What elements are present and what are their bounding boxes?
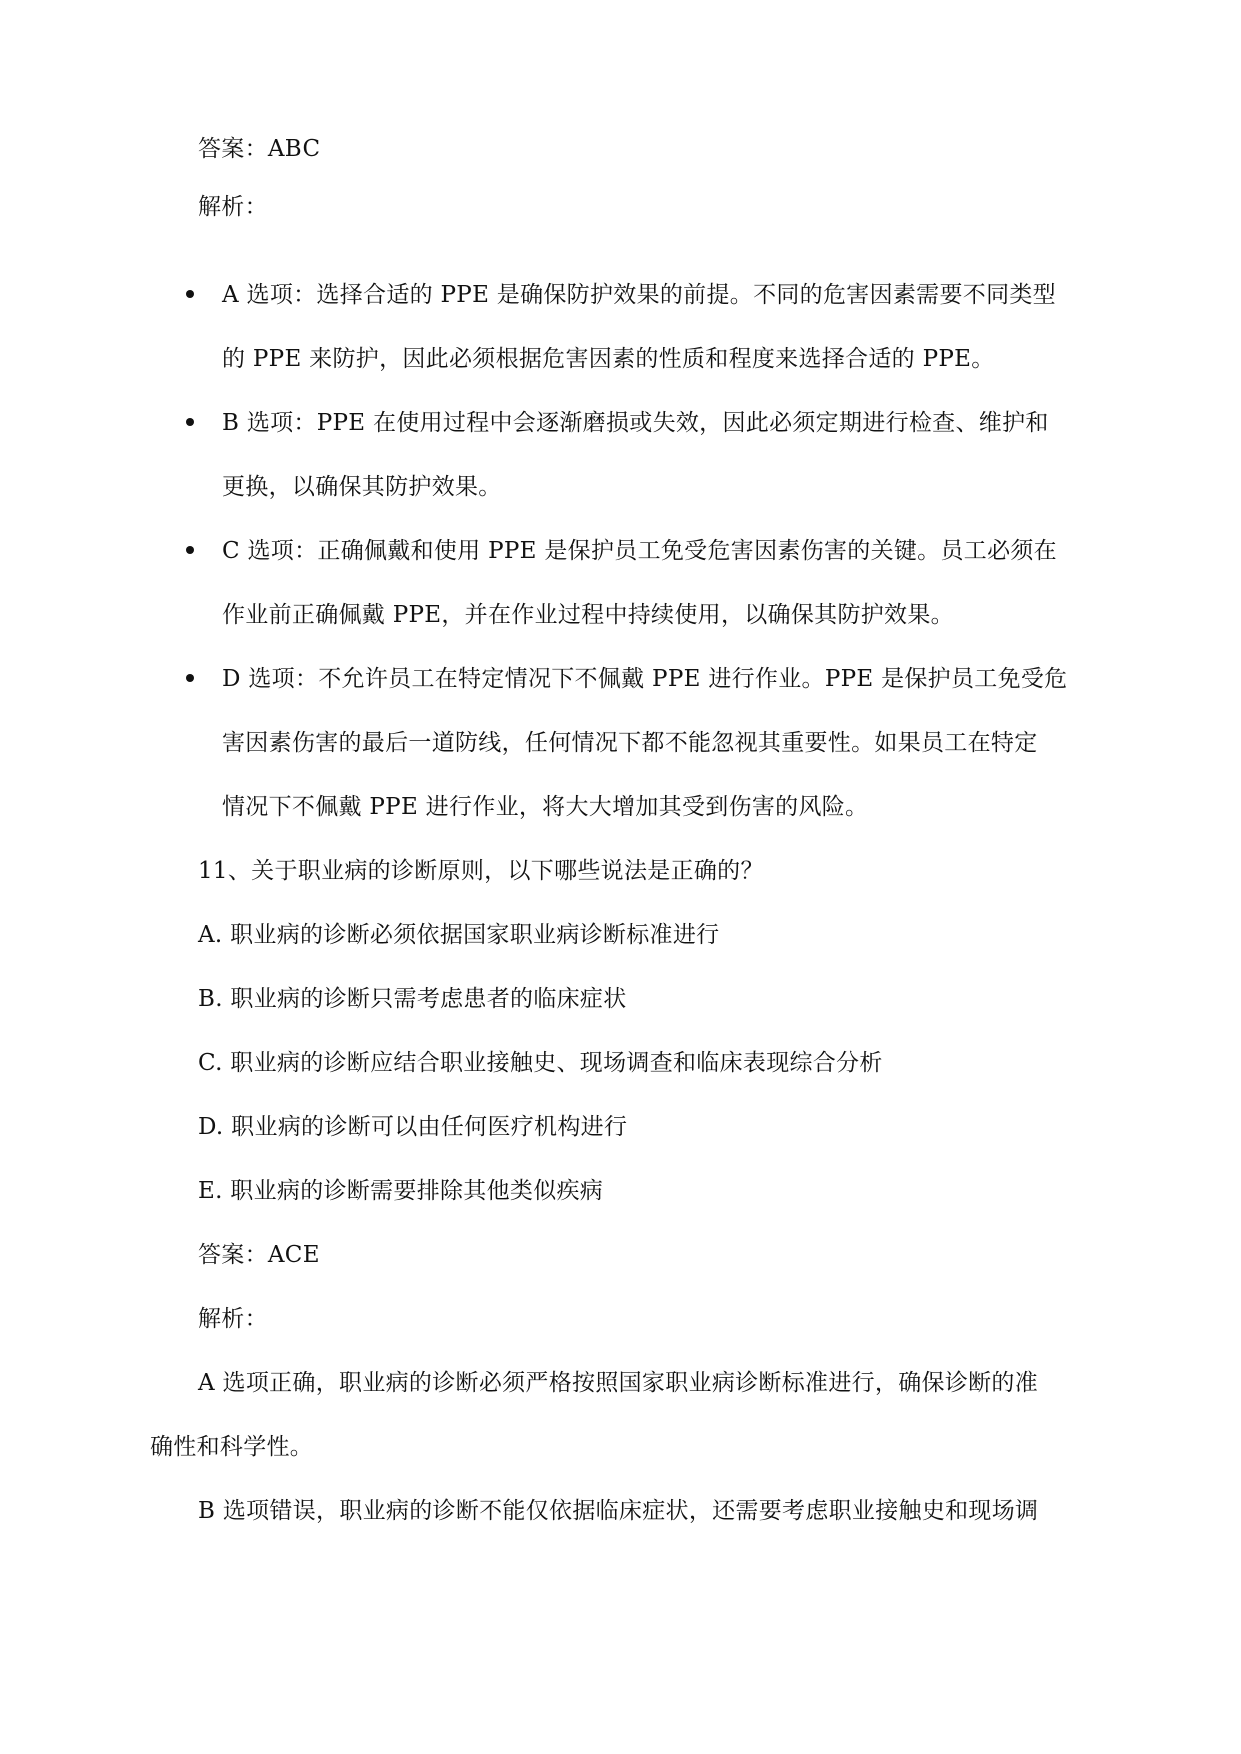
- option-a: A. 职业病的诊断必须依据国家职业病诊断标准进行: [198, 922, 720, 948]
- option-e: E. 职业病的诊断需要排除其他类似疾病: [198, 1178, 604, 1204]
- list-item-line: D 选项：不允许员工在特定情况下不佩戴 PPE 进行作业。PPE 是保护员工免受危: [222, 666, 1068, 692]
- analysis-line: 确性和科学性。: [150, 1434, 314, 1460]
- list-item-line: 更换，以确保其防护效果。: [222, 474, 502, 500]
- analysis-label: 解析：: [198, 1306, 268, 1332]
- bullet-dot-icon: [186, 418, 194, 426]
- analysis-label: 解析：: [198, 194, 268, 220]
- list-item-line: 害因素伤害的最后一道防线，任何情况下都不能忽视其重要性。如果员工在特定: [222, 730, 1038, 756]
- list-item-line: 作业前正确佩戴 PPE，并在作业过程中持续使用，以确保其防护效果。: [222, 602, 954, 628]
- question-stem: 11、关于职业病的诊断原则，以下哪些说法是正确的？: [198, 858, 764, 884]
- list-item-line: C 选项：正确佩戴和使用 PPE 是保护员工免受危害因素伤害的关键。员工必须在: [222, 538, 1057, 564]
- list-item-line: 情况下不佩戴 PPE 进行作业，将大大增加其受到伤害的风险。: [222, 794, 869, 820]
- option-c: C. 职业病的诊断应结合职业接触史、现场调查和临床表现综合分析: [198, 1050, 883, 1076]
- list-item-line: 的 PPE 来防护，因此必须根据危害因素的性质和程度来选择合适的 PPE。: [222, 346, 995, 372]
- list-item-line: A 选项：选择合适的 PPE 是确保防护效果的前提。不同的危害因素需要不同类型: [222, 282, 1056, 308]
- option-b: B. 职业病的诊断只需考虑患者的临床症状: [198, 986, 627, 1012]
- answer-line: 答案：ABC: [198, 136, 321, 162]
- analysis-line: B 选项错误，职业病的诊断不能仅依据临床症状，还需要考虑职业接触史和现场调: [198, 1498, 1039, 1524]
- bullet-dot-icon: [186, 546, 194, 554]
- bullet-dot-icon: [186, 290, 194, 298]
- analysis-line: A 选项正确，职业病的诊断必须严格按照国家职业病诊断标准进行，确保诊断的准: [198, 1370, 1039, 1396]
- list-item-line: B 选项：PPE 在使用过程中会逐渐磨损或失效，因此必须定期进行检查、维护和: [222, 410, 1049, 436]
- answer-line: 答案：ACE: [198, 1242, 320, 1268]
- bullet-dot-icon: [186, 674, 194, 682]
- option-d: D. 职业病的诊断可以由任何医疗机构进行: [198, 1114, 628, 1140]
